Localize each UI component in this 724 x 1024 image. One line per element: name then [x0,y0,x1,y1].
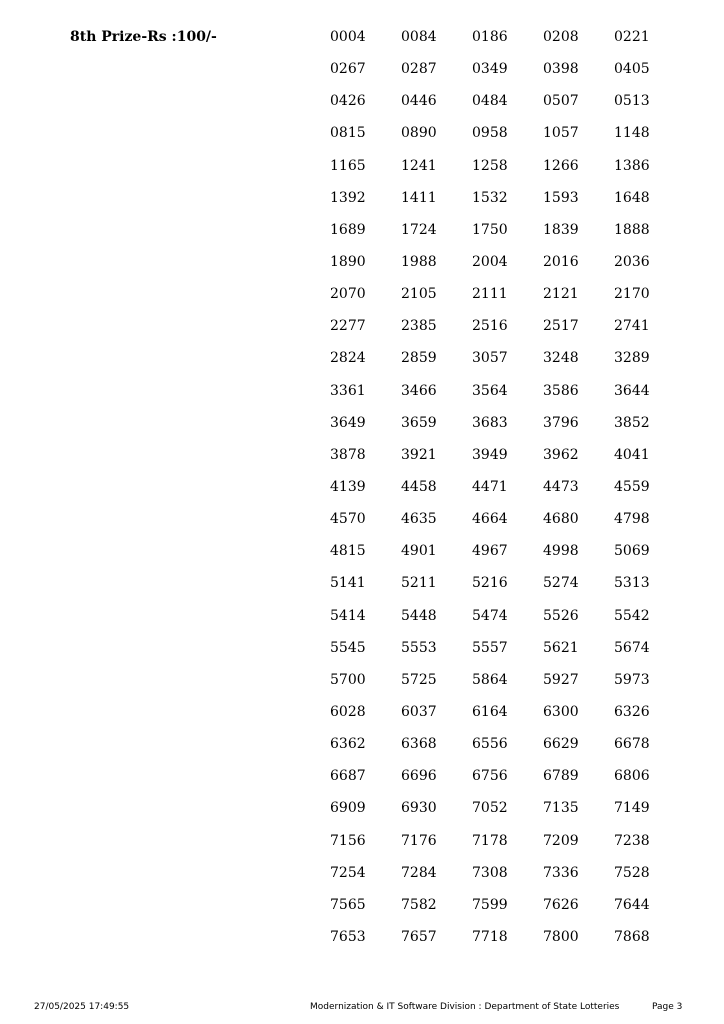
winning-number: 3649 [330,414,366,431]
winning-number: 6164 [472,703,508,720]
winning-number: 5973 [614,671,650,688]
winning-number: 5674 [614,639,650,656]
winning-number: 4680 [543,511,579,528]
winning-number: 7336 [543,864,579,881]
winning-number: 1386 [614,157,650,174]
winning-number: 7308 [472,864,508,881]
winning-number: 1689 [330,221,366,238]
winning-number: 4041 [614,446,650,463]
winning-number: 4635 [401,511,437,528]
winning-number: 0426 [330,93,366,110]
winning-number: 7653 [330,928,366,945]
winning-number: 0958 [472,125,508,142]
winning-number: 2517 [543,318,579,335]
winning-number: 3659 [401,414,437,431]
winning-number: 6362 [330,736,366,753]
winning-number: 5542 [614,607,650,624]
winning-number: 4901 [401,543,437,560]
winning-number: 0208 [543,29,579,45]
winning-number: 2385 [401,318,437,335]
winning-number: 2170 [614,286,650,303]
winning-numbers-grid [330,28,685,960]
winning-number: 2121 [543,286,579,303]
winning-number: 7718 [472,928,508,945]
winning-number: 0287 [401,61,437,78]
winning-number: 3878 [330,446,366,463]
winning-number: 0084 [401,29,437,45]
winning-number: 1411 [401,189,437,206]
winning-number: 6678 [614,736,650,753]
winning-number: 2004 [472,253,508,270]
winning-number: 3962 [543,446,579,463]
winning-number: 6326 [614,703,650,720]
winning-number: 5414 [330,607,366,624]
winning-number: 7178 [472,832,508,849]
winning-number: 1241 [401,157,437,174]
winning-number: 2516 [472,318,508,335]
winning-number: 5274 [543,575,579,592]
winning-number: 3586 [543,382,579,399]
winning-number: 3852 [614,414,650,431]
winning-number: 0890 [401,125,437,142]
winning-number: 4458 [401,478,437,495]
winning-number: 1988 [401,253,437,270]
winning-number: 7644 [614,896,650,913]
winning-number: 4559 [614,478,650,495]
winning-number: 0398 [543,61,579,78]
winning-number: 4471 [472,478,508,495]
winning-number: 6756 [472,768,508,785]
winning-number: 1724 [401,221,437,238]
winning-number: 1593 [543,189,579,206]
winning-number: 1057 [543,125,579,142]
winning-number: 3361 [330,382,366,399]
winning-number: 1148 [614,125,650,142]
winning-number: 3644 [614,382,650,399]
winning-number: 3921 [401,446,437,463]
winning-number: 5700 [330,671,366,688]
footer-page-number: Page 3 [652,1002,683,1012]
winning-number: 7626 [543,896,579,913]
winning-number: 5211 [401,575,437,592]
winning-number: 4815 [330,543,366,560]
footer-organization: Modernization & IT Software Division : Department of State Lotteries [310,1002,620,1012]
winning-number: 0446 [401,93,437,110]
winning-number: 7528 [614,864,650,881]
winning-number: 7176 [401,832,437,849]
winning-number: 2070 [330,286,366,303]
winning-number: 3683 [472,414,508,431]
winning-number: 0405 [614,61,650,78]
winning-number: 7209 [543,832,579,849]
winning-number: 4664 [472,511,508,528]
winning-number: 6687 [330,768,366,785]
winning-number: 6629 [543,736,579,753]
winning-number: 7599 [472,896,508,913]
winning-number: 3796 [543,414,579,431]
winning-number: 6028 [330,703,366,720]
winning-number: 4473 [543,478,579,495]
winning-number: 0484 [472,93,508,110]
winning-number: 3564 [472,382,508,399]
winning-number: 4139 [330,478,366,495]
winning-number: 5557 [472,639,508,656]
winning-number: 2036 [614,253,650,270]
winning-number: 0507 [543,93,579,110]
winning-number: 7868 [614,928,650,945]
winning-number: 7238 [614,832,650,849]
winning-number: 5553 [401,639,437,656]
winning-number: 7254 [330,864,366,881]
winning-number: 7135 [543,800,579,817]
winning-number: 1532 [472,189,508,206]
winning-number: 1839 [543,221,579,238]
winning-number: 5927 [543,671,579,688]
winning-number: 4570 [330,511,366,528]
winning-number: 0221 [614,29,650,45]
winning-number: 1648 [614,189,650,206]
winning-number: 6368 [401,736,437,753]
winning-number: 1258 [472,157,508,174]
winning-number: 2824 [330,350,366,367]
winning-number: 7800 [543,928,579,945]
winning-number: 5313 [614,575,650,592]
winning-number: 0267 [330,61,366,78]
winning-number: 5621 [543,639,579,656]
winning-number: 1888 [614,221,650,238]
winning-number: 5526 [543,607,579,624]
winning-number: 4998 [543,543,579,560]
winning-number: 0513 [614,93,650,110]
winning-number: 0815 [330,125,366,142]
winning-number: 3248 [543,350,579,367]
winning-number: 6300 [543,703,579,720]
winning-number: 5864 [472,671,508,688]
winning-number: 3949 [472,446,508,463]
winning-number: 1890 [330,253,366,270]
winning-number: 2277 [330,318,366,335]
winning-number: 0004 [330,29,366,45]
winning-number: 7156 [330,832,366,849]
winning-number: 2111 [472,286,508,303]
winning-number: 4967 [472,543,508,560]
winning-number: 5141 [330,575,366,592]
winning-number: 3466 [401,382,437,399]
winning-number: 1165 [330,157,366,174]
winning-number: 3289 [614,350,650,367]
winning-number: 2016 [543,253,579,270]
winning-number: 0186 [472,29,508,45]
winning-number: 7149 [614,800,650,817]
winning-number: 6930 [401,800,437,817]
winning-number: 6806 [614,768,650,785]
winning-number: 5216 [472,575,508,592]
winning-number: 7052 [472,800,508,817]
winning-number: 3057 [472,350,508,367]
winning-number: 1266 [543,157,579,174]
winning-number: 5448 [401,607,437,624]
winning-number: 1392 [330,189,366,206]
winning-number: 7565 [330,896,366,913]
winning-number: 1750 [472,221,508,238]
winning-number: 6909 [330,800,366,817]
winning-number: 2105 [401,286,437,303]
winning-number: 2859 [401,350,437,367]
winning-number: 7284 [401,864,437,881]
winning-number: 5069 [614,543,650,560]
winning-number: 7657 [401,928,437,945]
winning-number: 5725 [401,671,437,688]
winning-number: 6789 [543,768,579,785]
winning-number: 7582 [401,896,437,913]
footer-timestamp: 27/05/2025 17:49:55 [34,1002,130,1012]
winning-number: 6556 [472,736,508,753]
prize-title: 8th Prize-Rs :100/- [70,29,217,45]
winning-number: 6037 [401,703,437,720]
winning-number: 5545 [330,639,366,656]
winning-number: 0349 [472,61,508,78]
winning-number: 6696 [401,768,437,785]
winning-number: 4798 [614,511,650,528]
winning-number: 5474 [472,607,508,624]
winning-number: 2741 [614,318,650,335]
